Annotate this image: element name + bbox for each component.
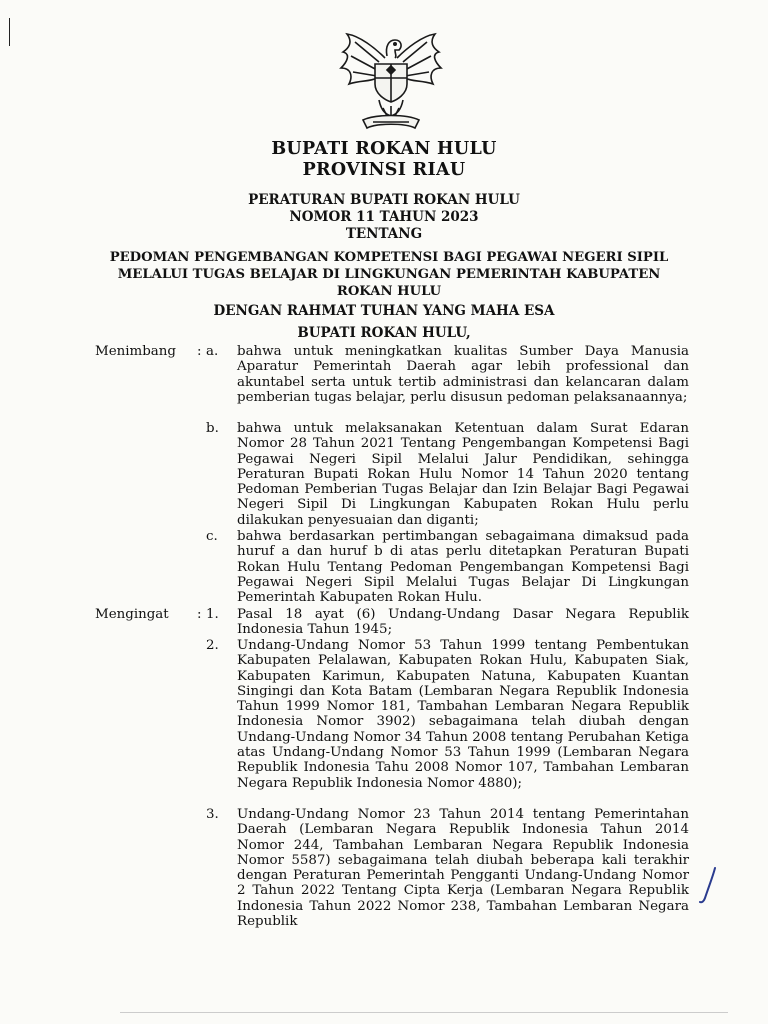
regent-title: BUPATI ROKAN HULU: [271, 139, 497, 159]
considering-colon: :: [197, 344, 202, 359]
grace-statement: DENGAN RAHMAT TUHAN YANG MAHA ESA: [213, 303, 555, 319]
considering-label: Menimbang: [95, 344, 176, 359]
item-text: Undang-Undang Nomor 53 Tahun 1999 tentang Pembentukan Kabupaten Pelalawan, Kabupaten Rokan Hulu, Kabupaten Siak, Kabupaten Karimun, Kabupaten Natuna, Kabupaten Kuantan Singingi dan Kota Batam (Lembaran Negara Republik Indonesia Tahun 1999 Nomor 181, Tambahan Lembaran Negara Republik Indonesia Nomor 3902) sebagaimana telah diubah dengan Undang-Undang Nomor 34 Tahun 2008 tentang Perubahan Ketiga atas Undang-Undang Nomor 53 Tahun 1999 (Lembaran Negara Republik Indonesia Tahu 2008 Nomor 107, Tambahan Lembaran Negara Republik Indonesia Nomor 4880);: [237, 638, 689, 791]
regent-address: BUPATI ROKAN HULU,: [297, 325, 471, 341]
item-marker: 2.: [206, 638, 219, 653]
about-heading: TENTANG: [345, 226, 423, 242]
page-bottom-edge: [120, 1012, 728, 1013]
item-marker: 3.: [206, 807, 219, 822]
regulation-subject: PEDOMAN PENGEMBANGAN KOMPETENSI BAGI PEGAWAI NEGERI SIPIL MELALUI TUGAS BELAJAR DI LINGKUNGAN PEMERINTAH KABUPATEN ROKAN HULU: [109, 250, 669, 299]
handwritten-check-mark-icon: [697, 866, 721, 906]
item-marker: b.: [206, 421, 219, 436]
scan-edge-line: [9, 18, 10, 46]
item-marker: c.: [206, 529, 218, 544]
recalling-colon: :: [197, 607, 202, 622]
item-marker: 1.: [206, 607, 219, 622]
item-text: bahwa berdasarkan pertimbangan sebagaimana dimaksud pada huruf a dan huruf b di atas perlu ditetapkan Peraturan Bupati Rokan Hulu Tentang Pedoman Pengembangan Kompetensi Bagi Pegawai Negeri Sipil Melalui Tugas Belajar Di Lingkungan Pemerintah Kabupaten Rokan Hulu.: [237, 529, 689, 606]
item-text: Pasal 18 ayat (6) Undang-Undang Dasar Negara Republik Indonesia Tahun 1945;: [237, 607, 689, 638]
regulation-number: NOMOR 11 TAHUN 2023: [289, 209, 479, 225]
item-text: bahwa untuk meningkatkan kualitas Sumber Daya Manusia Aparatur Pemerintah Daerah agar lebih professional dan akuntabel serta untuk tertib administrasi dan kelancaran dalam pemberian tugas belajar, perlu disusun pedoman pelaksanaannya;: [237, 344, 689, 405]
garuda-emblem-icon: [335, 28, 447, 133]
regulation-title: PERATURAN BUPATI ROKAN HULU: [248, 192, 520, 208]
item-text: Undang-Undang Nomor 23 Tahun 2014 tentang Pemerintahan Daerah (Lembaran Negara Republik Indonesia Tahun 2014 Nomor 244, Tambahan Lembaran Negara Republik Indonesia Nomor 5587) sebagaimana telah diubah beberapa kali terakhir dengan Peraturan Pemerintah Pengganti Undang-Undang Nomor 2 Tahun 2022 Tentang Cipta Kerja (Lembaran Negara Republik Indonesia Tahun 2022 Nomor 238, Tambahan Lembaran Negara Republik: [237, 807, 689, 930]
recalling-label: Mengingat: [95, 607, 169, 622]
item-marker: a.: [206, 344, 219, 359]
province-title: PROVINSI RIAU: [302, 160, 466, 180]
item-text: bahwa untuk melaksanakan Ketentuan dalam Surat Edaran Nomor 28 Tahun 2021 Tentang Pengembangan Kompetensi Bagi Pegawai Negeri Sipil Melalui Jalur Pendidikan, sehingga Peraturan Bupati Rokan Hulu Nomor 14 Tahun 2020 tentang Pedoman Pemberian Tugas Belajar dan Izin Belajar Bagi Pegawai Negeri Sipil Di Lingkungan Kabupaten Rokan Hulu perlu dilakukan penyesuaian dan diganti;: [237, 421, 689, 528]
